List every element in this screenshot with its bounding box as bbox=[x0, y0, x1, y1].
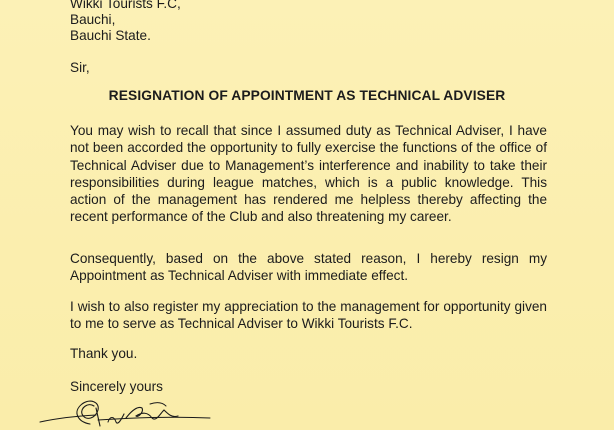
body-paragraph: I wish to also register my appreciation to the management for opportunity given to me to serve as Technical Adviser to Wikki Tourists F.C. bbox=[70, 299, 547, 332]
closing-line: Sincerely yours bbox=[70, 379, 163, 394]
handwritten-signature bbox=[38, 396, 218, 430]
address-line: Bauchi State. bbox=[70, 28, 151, 43]
address-line: Bauchi, bbox=[70, 12, 116, 27]
body-paragraph: You may wish to recall that since I assumed duty as Technical Adviser, I have not been accorded the opportunity to fully exercise the functions of the office of Technical Adviser due to Management’s interference and inability to take their responsibilities during league matches, which is a public knowledge. This action of the management has rendered me helpless thereby affecting the recent performance of the Club and also threatening my career. bbox=[70, 123, 547, 225]
recipient-address bbox=[70, 0, 181, 44]
salutation: Sir, bbox=[70, 60, 90, 75]
body-paragraph: Consequently, based on the above stated reason, I hereby resign my Appointment as Technical Adviser with immediate effect. bbox=[70, 251, 547, 284]
address-line: Wikki Tourists F.C, bbox=[70, 0, 181, 11]
thanks-line: Thank you. bbox=[70, 346, 138, 361]
letter-subject: RESIGNATION OF APPOINTMENT AS TECHNICAL ADVISER bbox=[108, 88, 506, 103]
